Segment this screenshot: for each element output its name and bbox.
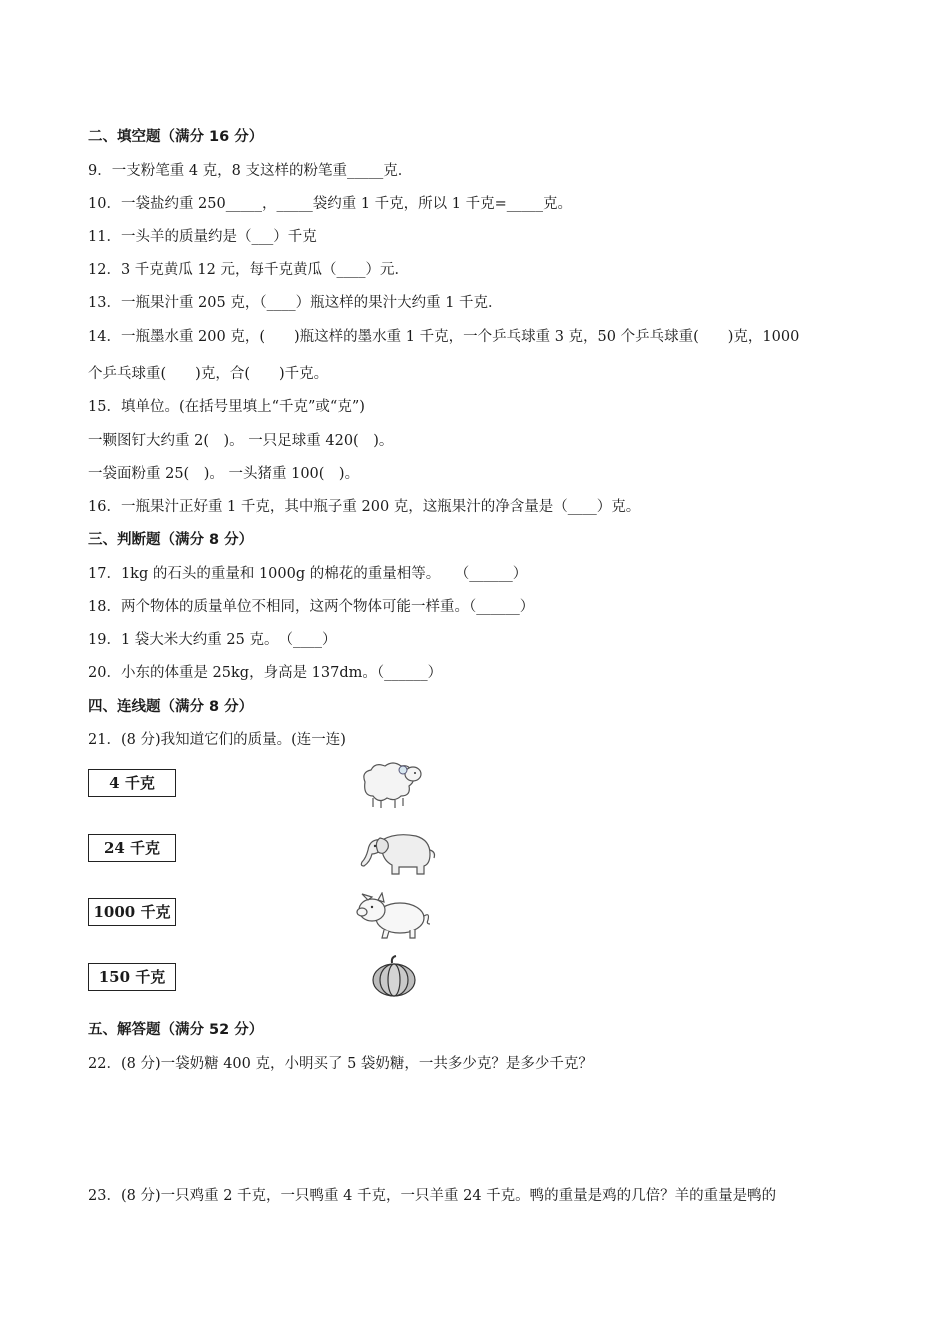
match-box-150kg: 150 千克 xyxy=(88,963,176,991)
question-21: 21．(8 分)我知道它们的质量。(连一连) xyxy=(88,732,346,748)
question-13: 13．一瓶果汁重 205 克，（____）瓶这样的果汁大约重 1 千克． xyxy=(88,295,503,311)
question-22: 22．(8 分)一袋奶糖 400 克，小明买了 5 袋奶糖，一共多少克？是多少千克？ xyxy=(88,1056,593,1072)
question-23: 23．(8 分)一只鸡重 2 千克，一只鸭重 4 千克，一只羊重 24 千克。鸭的重量是鸡的几倍？羊的重量是鸭的 xyxy=(88,1188,777,1204)
sheep-icon xyxy=(355,760,425,810)
section-judge-heading: 三、判断题（满分 8 分） xyxy=(88,532,254,548)
question-16: 16．一瓶果汁正好重 1 千克，其中瓶子重 200 克，这瓶果汁的净含量是（____）克。 xyxy=(88,499,641,515)
elephant-icon xyxy=(358,826,438,878)
question-15-row2: 一袋面粉重 25( )。 一头猪重 100( )。 xyxy=(88,466,360,482)
section-match-heading: 四、连线题（满分 8 分） xyxy=(88,699,254,715)
pig-icon xyxy=(350,892,430,940)
question-15: 15．填单位。(在括号里填上“千克”或“克”) xyxy=(88,399,365,415)
question-17: 17．1kg 的石头的重量和 1000g 的棉花的重量相等。 （______） xyxy=(88,566,528,582)
pumpkin-icon xyxy=(370,955,418,999)
match-box-4kg: 4 千克 xyxy=(88,769,176,797)
question-12: 12．3 千克黄瓜 12 元，每千克黄瓜（____）元． xyxy=(88,262,409,278)
question-14-line2: 个乒乓球重( )克，合( )千克。 xyxy=(88,366,329,382)
question-18: 18．两个物体的质量单位不相同，这两个物体可能一样重。（______） xyxy=(88,599,535,615)
section-fill-heading: 二、填空题（满分 16 分） xyxy=(88,129,264,145)
question-20: 20．小东的体重是 25kg，身高是 137dm。（______） xyxy=(88,665,443,681)
question-9: 9．一支粉笔重 4 克，8 支这样的粉笔重_____克． xyxy=(88,163,413,179)
question-14-line1: 14．一瓶墨水重 200 克，( )瓶这样的墨水重 1 千克，一个乒乓球重 3 克，50 个乒乓球重( )克，1000 xyxy=(88,329,800,345)
question-15-row1: 一颗图钉大约重 2( )。 一只足球重 420( )。 xyxy=(88,433,394,449)
question-19: 19．1 袋大米大约重 25 克。 （____） xyxy=(88,632,337,648)
question-10: 10．一袋盐约重 250_____，_____袋约重 1 千克，所以 1 千克=_____克。 xyxy=(88,196,573,212)
question-11: 11．一头羊的质量约是（___）千克 xyxy=(88,229,317,245)
match-box-24kg: 24 千克 xyxy=(88,834,176,862)
match-box-1000kg: 1000 千克 xyxy=(88,898,176,926)
section-solve-heading: 五、解答题（满分 52 分） xyxy=(88,1022,264,1038)
